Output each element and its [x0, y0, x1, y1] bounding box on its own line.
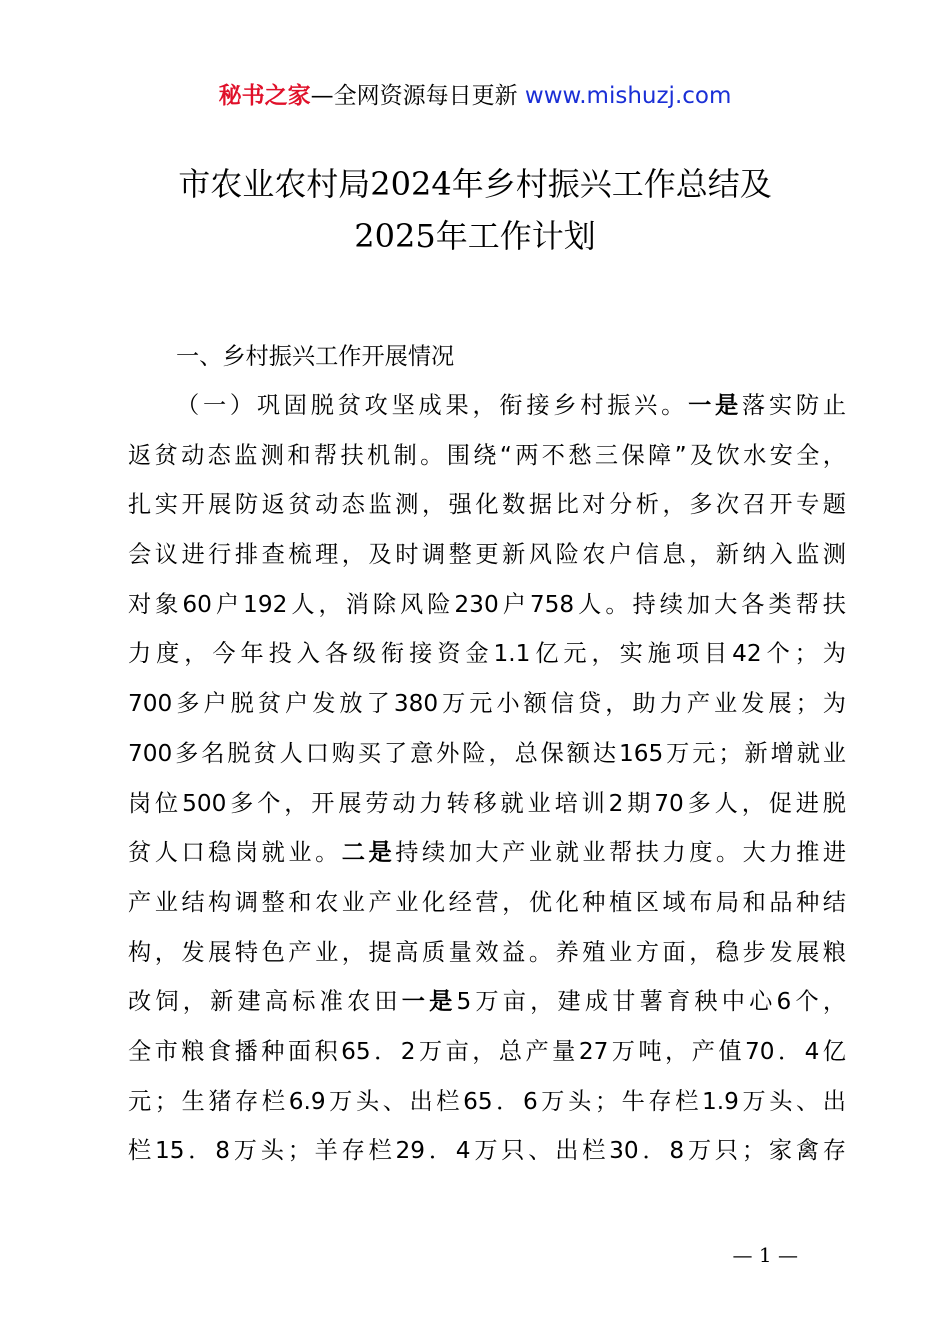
text-segment: 落实防止	[741, 392, 847, 419]
paragraph-line	[128, 629, 846, 679]
text-segment: 扎实开展防返贫动态监测，强化数据比对分析，多次召开专题	[128, 491, 846, 519]
text-segment: 会议进行排查梳理，及时调整更新风险农户信息，新纳入监测	[128, 541, 846, 569]
paragraph-line	[128, 1077, 846, 1127]
paragraph-line	[128, 729, 846, 779]
text-segment: 构，发展特色产业，提高质量效益。养殖业方面，稳步发展粮	[128, 938, 846, 966]
text-segment: 产业结构调整和农业产业化经营，优化种植区域布局和品种结	[128, 888, 846, 916]
text-segment: 全市粮食播种面积65．2万亩，总产量27万吨，产值70．4亿	[128, 1037, 846, 1065]
text-segment: 改饲，新建高标准农田	[128, 988, 402, 1016]
header-url-link[interactable]: www.mishuzj.com	[524, 83, 732, 109]
header-tagline: —全网资源每日更新	[310, 83, 518, 109]
paragraph-line	[128, 878, 846, 928]
text-segment: 700多名脱贫人口购买了意外险，总保额达165万元；新增就业	[128, 739, 846, 767]
paragraph-line	[128, 381, 846, 431]
text-segment: （一）巩固脱贫攻坚成果，衔接乡村振兴。	[176, 392, 689, 419]
paragraph-line	[128, 779, 846, 829]
section-heading: 一、乡村振兴工作开展情况	[176, 343, 455, 370]
paragraph-line	[128, 580, 846, 630]
text-segment: 力度，今年投入各级衔接资金1.1亿元，实施项目42个；为	[128, 640, 846, 668]
paragraph-line	[128, 530, 846, 580]
header-brand: 秘书之家	[218, 83, 311, 109]
text-segment: 700多户脱贫户发放了380万元小额信贷，助力产业发展；为	[128, 690, 846, 718]
title-line-1: 市农业农村局2024年乡村振兴工作总结及	[178, 165, 772, 203]
bold-marker: 二是	[341, 839, 396, 867]
document-title	[80, 158, 870, 262]
text-segment: 岗位500多个，开展劳动力转移就业培训2期70多人，促进脱	[128, 789, 846, 817]
paragraph-line	[128, 977, 846, 1027]
bold-marker: 一是	[401, 988, 457, 1016]
text-segment: 对象60户192人，消除风险230户758人。持续加大各类帮扶	[128, 590, 846, 618]
text-segment: 栏15．8万头；羊存栏29．4万只、出栏30．8万只；家禽存	[128, 1137, 846, 1165]
paragraph-line	[128, 1027, 846, 1077]
paragraph-line	[128, 1126, 846, 1176]
text-segment: 5万亩，建成甘薯育秧中心6个，	[456, 988, 847, 1016]
paragraph-line	[128, 928, 846, 978]
paragraph-line	[128, 480, 846, 530]
site-header	[0, 80, 950, 112]
text-segment: 返贫动态监测和帮扶机制。围绕“两不愁三保障”及饮水安全，	[128, 441, 846, 469]
page-number: — 1 —	[732, 1243, 798, 1267]
text-segment: 持续加大产业就业帮扶力度。大力推进	[395, 839, 847, 867]
text-segment: 贫人口稳岗就业。	[128, 839, 342, 867]
bold-marker: 一是	[688, 392, 742, 419]
title-line-2: 2025年工作计划	[354, 217, 596, 255]
body-paragraph	[128, 381, 846, 1176]
paragraph-line	[128, 431, 846, 481]
paragraph-line	[128, 828, 846, 878]
paragraph-line	[128, 679, 846, 729]
text-segment: 元；生猪存栏6.9万头、出栏65．6万头；牛存栏1.9万头、出	[128, 1087, 846, 1115]
